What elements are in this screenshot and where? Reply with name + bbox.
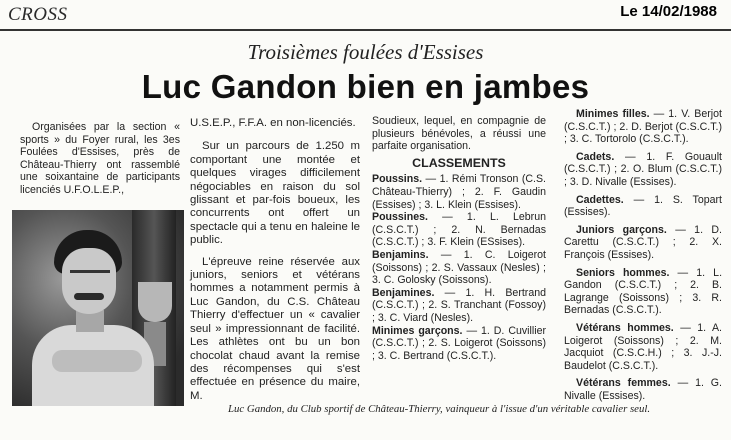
result-category: Vétérans femmes. (576, 377, 671, 390)
result-category: Poussines. (372, 211, 428, 224)
result-entry (564, 322, 722, 372)
result-category: Minimes garçons. (372, 324, 463, 337)
result-text: — 1. D. Carettu (C.S.C.T.) ; 2. X. François (Essises). (564, 223, 722, 261)
result-entry (372, 211, 546, 249)
body-paragraph: U.S.E.P., F.F.A. en non-licenciés. (190, 117, 356, 129)
section-rubric: CROSS (8, 4, 68, 25)
result-text: — 1. V. Berjot (C.S.C.T.) ; 2. D. Berjot (C.S.C.T.) ; 3. C. Tortorolo (C.S.C.T.). (564, 108, 722, 146)
photo-caption: Luc Gandon, du Club sportif de Château-Thierry, vainqueur à l'issue d'un véritable cavalier seul. (228, 403, 651, 415)
result-entry (564, 194, 722, 219)
classements-heading: CLASSEMENTS (412, 155, 506, 170)
result-text: — 1. H. Bertrand (C.S.C.T.) ; 2. S. Tranchant (Fossoy) ; 3. C. Viard (Nesles). (372, 286, 546, 324)
result-text: — 1. L. Lebrun (C.S.C.T.) ; 2. N. Bernadas (C.S.C.T.) ; 3. F. Klein (ESsises). (372, 211, 546, 249)
result-category: Cadets. (576, 150, 615, 163)
body-paragraph: Soudieux, lequel, en compagnie de plusieurs bénévoles, a réussi une parfaite organisation. (372, 115, 546, 153)
result-text: — 1. A. Loigerot (Soissons) ; 2. M. Jacquiot (C.S.C.H.) ; 3. J.-J. Baudelot (C.S.C.T.). (564, 321, 722, 372)
rubric-rule (0, 29, 731, 31)
result-text: — 1. C. Loigerot (Soissons) ; 2. S. Vassaux (Nesles) ; 3. C. Golosky (Soissons). (372, 248, 546, 287)
article-subtitle: Troisièmes foulées d'Essises (247, 40, 484, 64)
result-entry (372, 249, 546, 287)
result-category: Benjamins. (372, 248, 429, 261)
result-category: Seniors hommes. (576, 266, 670, 279)
result-category: Minimes filles. (576, 108, 650, 120)
result-text: — 1. L. Gandon (C.S.C.T.) ; 2. B. Lagrange (Soissons) ; 3. R. Bernadas (C.S.C.T.). (564, 266, 723, 317)
result-text: — 1. F. Gouault (C.S.C.T.) ; 2. O. Blum (C.S.C.T.) ; 3. D. Nivalle (Essises). (564, 150, 722, 188)
result-entry (564, 377, 722, 402)
result-category: Benjamines. (372, 286, 435, 299)
result-entry (372, 287, 546, 325)
clipping-date: Le 14/02/1988 (620, 3, 717, 20)
body-paragraph: Organisées par la section « sports » du Foyer rural, les 3es Foulées d'Essises, près de Château-Thierry ont rassemblé une soixantaine de participants licenciés U.F.O.L.E.P., (20, 121, 180, 196)
result-text: — 1. Rémi Tronson (C.S. Château-Thierry) ; 2. F. Gaudin (Essises) ; 3. L. Klein (Essises). (372, 173, 546, 211)
result-entry (564, 108, 722, 146)
result-text: — 1. S. Topart (Essises). (564, 193, 722, 219)
result-entry (564, 224, 722, 262)
result-entry (564, 267, 722, 317)
article-headline: Luc Gandon bien en jambes (141, 68, 590, 105)
article-column-3 (372, 115, 546, 362)
results-list (372, 173, 546, 362)
result-category: Poussins. (372, 173, 423, 186)
body-paragraph: Sur un parcours de 1.250 m comportant une montée et quelques virages difficilement négociables en raison du sol glissant et par-fois boueux, les concurrents ont offert un spectacle qui a tenu en haleine le public. (190, 140, 360, 247)
result-entry (372, 325, 546, 363)
result-category: Juniors garçons. (576, 223, 667, 236)
result-text: — 1. D. Cuvillier (C.S.C.T.) ; 2. S. Loigerot (Soissons) ; 3. C. Bertrand (C.S.C.T.). (372, 324, 547, 362)
runner-photo (12, 210, 184, 406)
article-column-4 (564, 108, 722, 407)
result-entry (372, 173, 546, 211)
body-paragraph: L'épreuve reine réservée aux juniors, seniors et vétérans hommes a notamment permis à Luc Gandon, du C.S. Château Thierry d'effectuer un « cavalier seul » impressionnant de facilité. Les athlètes ont bu un bon chocolat chaud avant la remise des récompenses qui s'est effectuée en présence du maire, M. (190, 255, 360, 402)
article-column-2 (190, 117, 360, 411)
results-list (564, 108, 722, 402)
result-category: Cadettes. (576, 193, 624, 206)
result-category: Vétérans hommes. (576, 321, 674, 334)
result-text: — 1. G. Nivalle (Essises). (564, 377, 722, 402)
article-column-1 (20, 121, 180, 197)
result-entry (564, 151, 722, 189)
